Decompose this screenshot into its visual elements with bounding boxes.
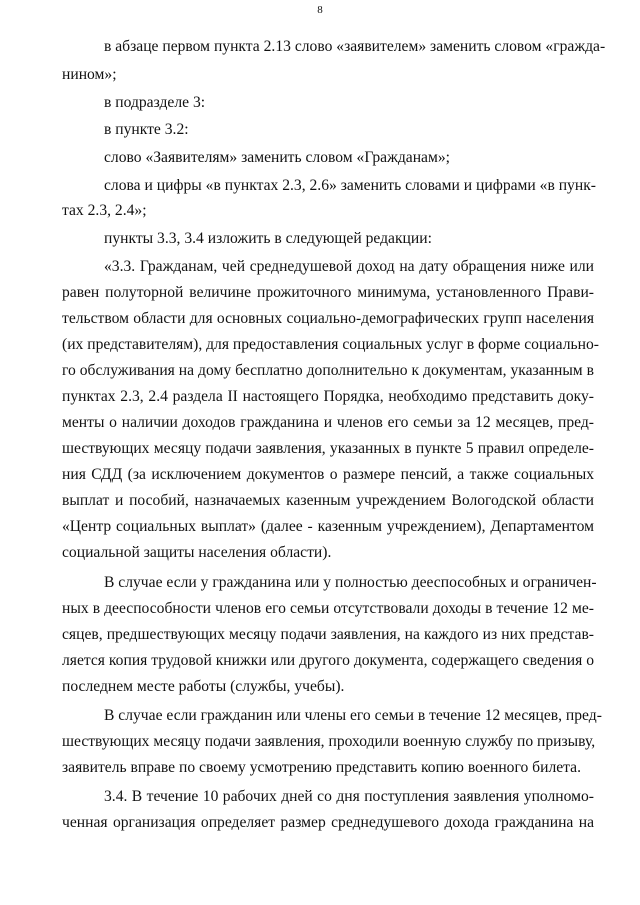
text-line: 3.4. В течение 10 рабочих дней со дня поступления заявления уполномо- — [104, 788, 594, 805]
text-line: пункты 3.3, 3.4 изложить в следующей редакции: — [104, 230, 432, 247]
text-line: слова и цифры «в пунктах 2.3, 2.6» заменить словами и цифрами «в пунк- — [104, 177, 596, 194]
text-line: шествующих месяцу подачи заявления, указанных в пункте 5 правил определе- — [62, 440, 594, 457]
text-line: В случае если у гражданина или у полностью дееспособных и ограничен- — [104, 574, 597, 591]
text-line: шествующих месяцу подачи заявления, проходили военную службу по призыву, — [62, 733, 596, 750]
text-line: В случае если гражданин или члены его семьи в течение 12 месяцев, пред- — [104, 707, 602, 724]
text-line: ляется копия трудовой книжки или другого документа, содержащего сведения о — [62, 652, 594, 669]
text-line: в пункте 3.2: — [104, 121, 189, 138]
text-line: тельством области для основных социально-демографических групп населения — [62, 310, 594, 327]
text-line: выплат и пособий, назначаемых казенным учреждением Вологодской области — [62, 492, 594, 509]
text-line: (их представителям), для предоставления социальных услуг в форме социально- — [62, 336, 599, 353]
text-line: ния СДД (за исключением документов о размере пенсий, а также социальных — [62, 466, 594, 483]
page-number: 8 — [317, 4, 323, 16]
text-line: в подразделе 3: — [104, 94, 206, 111]
text-line: равен полуторной величине прожиточного минимума, установленного Прави- — [62, 284, 594, 301]
text-line: тах 2.3, 2.4»; — [62, 202, 147, 219]
text-line: последнем месте работы (службы, учебы). — [62, 678, 345, 695]
text-line: менты о наличии доходов гражданина и членов его семьи за 12 месяцев, пред- — [62, 414, 594, 431]
text-line: заявитель вправе по своему усмотрению представить копию военного билета. — [62, 759, 581, 776]
text-line: пунктах 2.3, 2.4 раздела II настоящего Порядка, необходимо представить доку- — [62, 388, 594, 405]
text-line: ных в дееспособности членов его семьи отсутствовали доходы в течение 12 ме- — [62, 600, 594, 617]
text-line: слово «Заявителям» заменить словом «Гражданам»; — [104, 149, 450, 166]
text-line: в абзаце первом пункта 2.13 слово «заявителем» заменить словом «гражда- — [104, 38, 606, 55]
text-line: «Центр социальных выплат» (далее - казенным учреждением), Департаментом — [62, 518, 594, 535]
text-line: социальной защиты населения области). — [62, 544, 332, 561]
text-line: го обслуживания на дому бесплатно дополнительно к документам, указанным в — [62, 362, 594, 379]
text-line: «3.3. Гражданам, чей среднедушевой доход на дату обращения ниже или — [104, 258, 594, 275]
text-line: ченная организация определяет размер среднедушевого дохода гражданина на — [62, 814, 594, 831]
text-line: сяцев, предшествующих месяцу подачи заявления, на каждого из них представ- — [62, 626, 594, 643]
text-line: нином»; — [62, 66, 117, 83]
